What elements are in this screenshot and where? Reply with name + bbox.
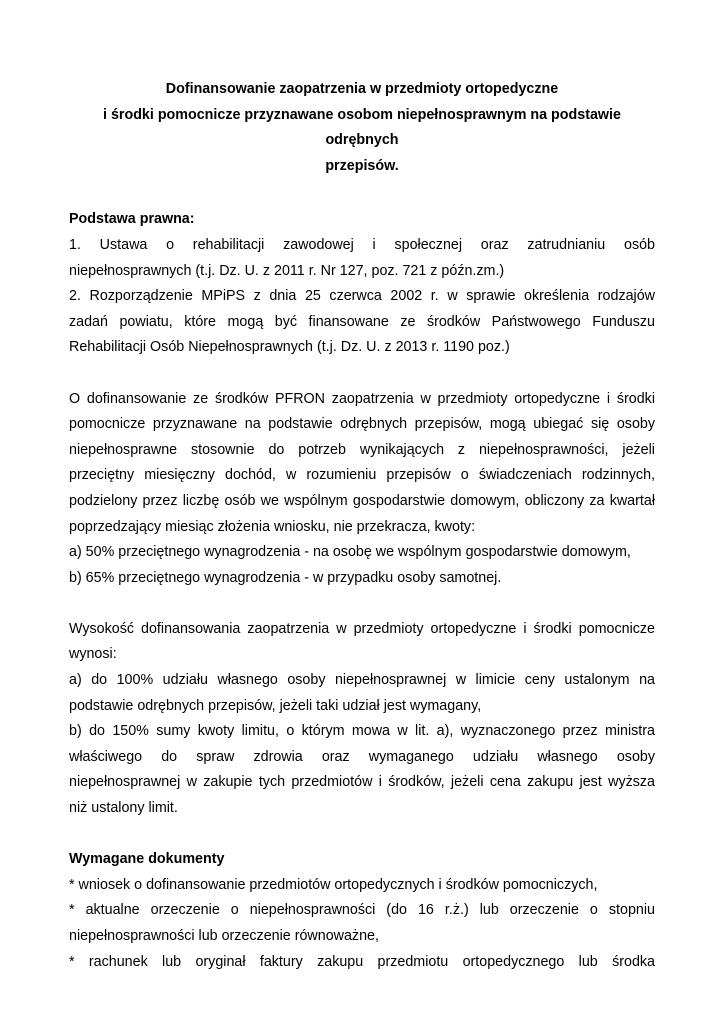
amount-line: Wysokość dofinansowania zaopatrzenia w przedmioty ortopedyczne i środki pomocnicze bbox=[69, 620, 655, 637]
legal-basis-line: 2. Rozporządzenie MPiPS z dnia 25 czerwca 2002 r. w sprawie określenia rodzajów bbox=[69, 288, 655, 305]
amount-line: b) do 150% sumy kwoty limitu, o którym mowa w lit. a), wyznaczonego przez ministra bbox=[69, 723, 655, 740]
documents-section bbox=[69, 847, 655, 975]
amount-line: wynosi: bbox=[69, 646, 117, 663]
amount-line: a) do 100% udziału własnego osoby niepełnosprawnej w limicie ceny ustalonym na bbox=[69, 672, 655, 689]
documents-line: * rachunek lub oryginał faktury zakupu przedmiotu ortopedycznego lub środka bbox=[69, 953, 655, 970]
documents-line: * wniosek o dofinansowanie przedmiotów ortopedycznych i środków pomocniczych, bbox=[69, 876, 598, 893]
eligibility-line: poprzedzający miesiąc złożenia wniosku, nie przekracza, kwoty: bbox=[69, 518, 476, 535]
documents-heading: Wymagane dokumenty bbox=[69, 851, 225, 868]
legal-basis-line: Rehabilitacji Osób Niepełnosprawnych (t.j. Dz. U. z 2013 r. 1190 poz.) bbox=[69, 339, 510, 356]
eligibility-line: podzielony przez liczbę osób we wspólnym gospodarstwie domowym, obliczony za kwartał bbox=[69, 492, 655, 509]
eligibility-line: a) 50% przeciętnego wynagrodzenia - na osobę we wspólnym gospodarstwie domowym, bbox=[69, 544, 631, 561]
legal-basis-line: zadań powiatu, które mogą być finansowane ze środków Państwowego Funduszu bbox=[69, 313, 655, 330]
legal-basis-section bbox=[69, 207, 655, 361]
eligibility-line: pomocnicze przyznawane na podstawie odrębnych przepisów, mogą ubiegać się osoby bbox=[69, 416, 655, 433]
eligibility-line: niepełnosprawne stosownie do potrzeb wynikających z niepełnosprawności, jeżeli bbox=[69, 441, 655, 458]
title-line-2: i środki pomocnicze przyznawane osobom niepełnosprawnym na podstawie odrębnych bbox=[103, 106, 621, 149]
title-line-3: przepisów. bbox=[325, 157, 399, 174]
eligibility-line: b) 65% przeciętnego wynagrodzenia - w przypadku osoby samotnej. bbox=[69, 569, 502, 586]
amount-line: podstawie odrębnych przepisów, jeżeli taki udział jest wymagany, bbox=[69, 697, 482, 714]
legal-basis-line: niepełnosprawnych (t.j. Dz. U. z 2011 r. Nr 127, poz. 721 z późn.zm.) bbox=[69, 262, 505, 279]
documents-line: * aktualne orzeczenie o niepełnosprawności (do 16 r.ż.) lub orzeczenie o stopniu bbox=[69, 902, 655, 919]
legal-basis-line: 1. Ustawa o rehabilitacji zawodowej i społecznej oraz zatrudnianiu osób bbox=[69, 236, 655, 253]
title-line-1: Dofinansowanie zaopatrzenia w przedmioty ortopedyczne bbox=[165, 81, 559, 97]
legal-basis-heading: Podstawa prawna: bbox=[69, 211, 195, 228]
amount-section bbox=[69, 617, 655, 822]
amount-line: właściwego do spraw zdrowia oraz wymaganego udziału własnego osoby bbox=[69, 748, 655, 765]
document-page bbox=[69, 77, 655, 975]
eligibility-line: O dofinansowanie ze środków PFRON zaopatrzenia w przedmioty ortopedyczne i środki bbox=[69, 390, 655, 407]
amount-line: niepełnosprawnej w zakupie tych przedmiotów i środków, jeżeli cena zakupu jest wyższa bbox=[69, 774, 655, 791]
amount-line: niż ustalony limit. bbox=[69, 800, 178, 817]
eligibility-section bbox=[69, 387, 655, 592]
document-title bbox=[69, 77, 655, 179]
documents-line: niepełnosprawności lub orzeczenie równoważne, bbox=[69, 928, 379, 944]
eligibility-line: przeciętny miesięczny dochód, w rozumieniu przepisów o świadczeniach rodzinnych, bbox=[69, 467, 655, 484]
